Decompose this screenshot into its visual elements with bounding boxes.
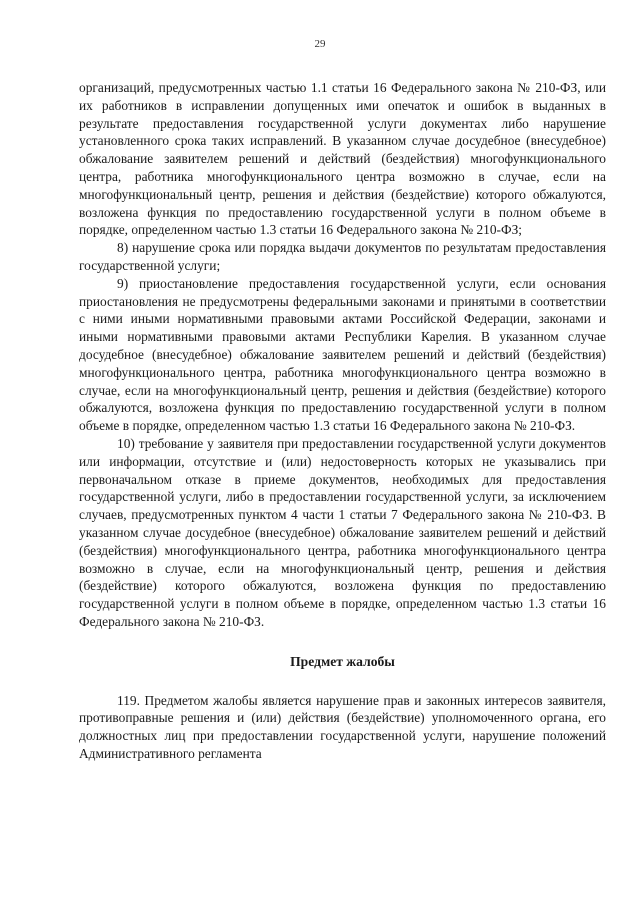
paragraph-item-8: 8) нарушение срока или порядка выдачи документов по результатам предоставления государственной услуги; <box>79 240 606 273</box>
document-body <box>79 79 606 763</box>
page-number: 29 <box>314 38 326 50</box>
paragraph-continuation: организаций, предусмотренных частью 1.1 статьи 16 Федерального закона № 210-ФЗ, или их работников в исправлении допущенных ими опечаток и ошибок в выданных в результате предоставления государственной услуги документах либо нарушение установленного срока таких исправлений. В указанном случае досудебное (внесудебное) обжалование заявителем решений и действий (бездействия) многофункционального центра, работника многофункционального центра возможно в случае, если на многофункциональный центр, решения и действия (бездействие) которого обжалуются, возложена функция по предоставлению государственной услуги в полном объеме в порядке, определенном частью 1.3 статьи 16 Федерального закона № 210-ФЗ; <box>79 80 606 238</box>
section-heading: Предмет жалобы <box>290 653 395 669</box>
paragraph-119: 119. Предметом жалобы является нарушение прав и законных интересов заявителя, противоправные решения и (или) действия (бездействие) уполномоченного органа, его должностных лиц при предоставлении государственной услуги, нарушение положений Административного регламента <box>79 692 606 761</box>
paragraph-item-9: 9) приостановление предоставления государственной услуги, если основания приостановления не предусмотрены федеральными законами и принятыми в соответствии с ними иными нормативными правовыми актами Российской Федерации, законами и иными нормативными правовыми актами Республики Карелия. В указанном случае досудебное (внесудебное) обжалование заявителем решений и действий (бездействия) многофункционального центра, работника многофункционального центра возможно в случае, если на многофункциональный центр, решения и действия (бездействие) которого обжалуются, возложена функция по предоставлению государственной услуги в полном объеме в порядке, определенном частью 1.3 статьи 16 Федерального закона № 210-ФЗ. <box>79 275 606 434</box>
paragraph-item-10: 10) требование у заявителя при предоставлении государственной услуги документов или информации, отсутствие и (или) недостоверность которых не указывались при первоначальном отказе в приеме документов, необходимых для предоставления государственной услуги, либо в предоставлении государственной услуги, за исключением случаев, предусмотренных пунктом 4 части 1 статьи 7 Федерального закона № 210-ФЗ. В указанном случае досудебное (внесудебное) обжалование заявителем решений и действий (бездействия) многофункционального центра, работника многофункционального центра возможно в случае, если на многофункциональный центр, решения и действия (бездействие) которого обжалуются, возложена функция по предоставлению государственной услуги в полном объеме в порядке, определенном частью 1.3 статьи 16 Федерального закона № 210-ФЗ. <box>79 435 606 629</box>
